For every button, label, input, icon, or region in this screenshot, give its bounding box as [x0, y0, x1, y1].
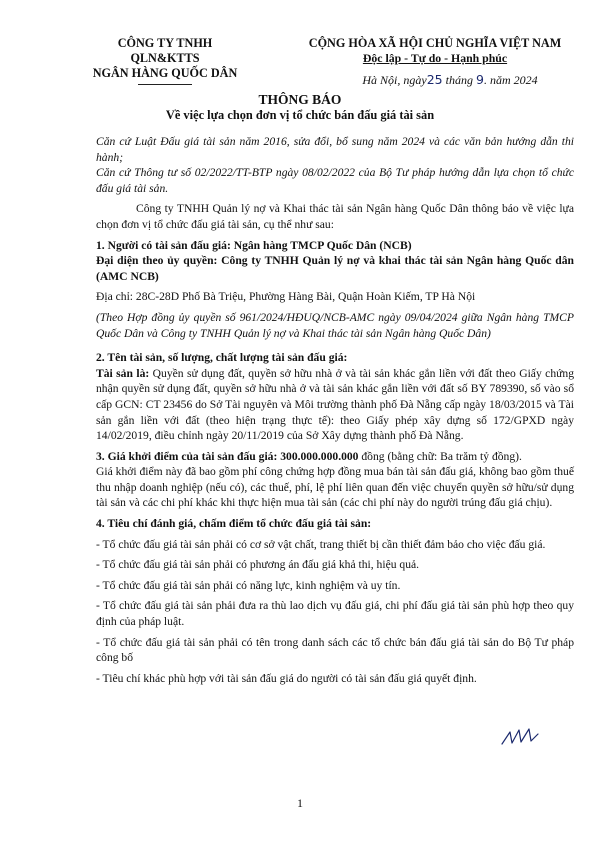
criterion-1: - Tổ chức đấu giá tài sản phải có cơ sở vật chất, trang thiết bị cần thiết đảm bảo cho việc đấu giá.	[96, 537, 546, 551]
national-title: CỘNG HÒA XÃ HỘI CHỦ NGHĨA VIỆT NAM	[308, 36, 562, 50]
section-2-text: Quyền sử dụng đất, quyền sở hữu nhà ở và tài sản khác gắn liền với đất theo Giấy chứng nhận quyền sử dụng đất, quyền sở hữu nhà ở và tài sản khác gắn liền với đất số BY 789390, số vào sổ cấp GCN: CT 23456 do Sở Tài nguyên và Môi trường thành phố Đà Nẵng cấp ngày 18/03/2015 và Tài sản gắn liền với đất (theo hiện trạng thực tế): theo Giấy phép xây dựng số 172/GPXD ngày 14/02/2019, điều chỉnh ngày 20/11/2019 của Sở Xây dựng thành phố Đà Nẵng.	[96, 366, 574, 443]
section-2-heading: 2. Tên tài sản, số lượng, chất lượng tài sản đấu giá:	[96, 351, 348, 365]
issuer-underline	[138, 84, 192, 85]
section-1-contract-note: (Theo Hợp đồng ủy quyền số 961/2024/HĐUQ/NCB-AMC ngày 09/04/2024 giữa Ngân hàng TMCP Quốc Dân và Công ty TNHH Quản lý nợ và Khai thác tài sản Ngân hàng Quốc Dân)	[96, 310, 574, 340]
date-prefix: Hà Nội, ngày	[362, 73, 427, 87]
section-1-heading: 1. Người có tài sản đấu giá: Ngân hàng TMCP Quốc Dân (NCB)	[96, 238, 412, 252]
section-4-heading: 4. Tiêu chí đánh giá, chấm điểm tổ chức đấu giá tài sản:	[96, 517, 372, 531]
date-day: 25	[426, 72, 443, 87]
national-header	[297, 36, 573, 66]
document-body	[96, 134, 574, 686]
criterion-2: - Tổ chức đấu giá tài sản phải có phương án đấu giá khả thi, hiệu quả.	[96, 558, 420, 572]
issuer-block	[90, 36, 240, 85]
section-3-heading: 3. Giá khởi điểm của tài sản đấu giá: 300.000.000.000	[96, 449, 359, 463]
section-1-address: Địa chỉ: 28C-28D Phố Bà Triệu, Phường Hàng Bài, Quận Hoàn Kiếm, TP Hà Nội	[96, 290, 476, 304]
section-3-heading-tail: đồng (bằng chữ: Ba trăm tỷ đồng).	[358, 449, 522, 463]
date-month-label: tháng	[445, 73, 473, 87]
criterion-4: - Tổ chức đấu giá tài sản phải đưa ra thù lao dịch vụ đấu giá, chi phí đấu giá tài sản phù hợp theo quy định của pháp luật.	[96, 599, 574, 629]
document-title: THÔNG BÁO	[258, 92, 342, 107]
national-motto: Độc lập - Tự do - Hạnh phúc	[362, 51, 508, 65]
criterion-5: - Tổ chức đấu giá tài sản phải có tên trong danh sách các tổ chức bán đấu giá tài sản do Bộ Tư pháp công bố	[96, 635, 574, 665]
date-suffix: năm 2024	[489, 73, 538, 87]
intro-paragraph: Công ty TNHH Quản lý nợ và Khai thác tài sản Ngân hàng Quốc Dân thông báo về việc lựa chọn đơn vị tổ chức đấu giá tài sản, cụ thể như sau:	[96, 202, 574, 231]
issuer-line-2: NGÂN HÀNG QUỐC DÂN	[92, 66, 238, 80]
document-subtitle: Về việc lựa chọn đơn vị tổ chức bán đấu giá tài sản	[165, 108, 435, 122]
legal-basis-1: Căn cứ Luật Đấu giá tài sản năm 2016, sửa đổi, bổ sung năm 2024 và các văn bản hướng dẫn thi hành;	[96, 135, 574, 164]
issuer-line-1: CÔNG TY TNHH QLN&KTTS	[117, 36, 213, 65]
section-2-paragraph	[96, 366, 574, 444]
criterion-6: - Tiêu chí khác phù hợp với tài sản đấu giá do người có tài sản đấu giá quyết định.	[96, 671, 477, 685]
section-2-label: Tài sản là:	[96, 366, 150, 380]
section-1-representative: Đại diện theo ủy quyền: Công ty TNHH Quản lý nợ và khai thác tài sản Ngân hàng Quốc dân (AMC NCB)	[96, 254, 574, 283]
section-3-heading-line	[96, 449, 574, 465]
date-month: 9	[475, 72, 484, 87]
legal-basis-2: Căn cứ Thông tư số 02/2022/TT-BTP ngày 08/02/2022 của Bộ Tư pháp hướng dẫn lựa chọn tổ chức đấu giá tài sản.	[96, 166, 574, 195]
criterion-3: - Tổ chức đấu giá tài sản phải có năng lực, kinh nghiệm và uy tín.	[96, 578, 401, 592]
initials-mark	[500, 726, 540, 748]
section-3-text: Giá khởi điểm này đã bao gồm phí công chứng hợp đồng mua bán tài sản đấu giá, không bao gồm thuế thu nhập doanh nghiệp (nếu có), các thuế, phí, lệ phí liên quan đến việc chuyển quyền sở hữu/sử dụng tài sản và các chi phí khác khi thực hiện mua tài sản (các chi phí này do người trúng đấu giá chịu).	[96, 465, 574, 510]
date-line: Hà Nội, ngày25 tháng 9. năm 2024	[362, 72, 538, 87]
page-number: 1	[297, 796, 303, 810]
